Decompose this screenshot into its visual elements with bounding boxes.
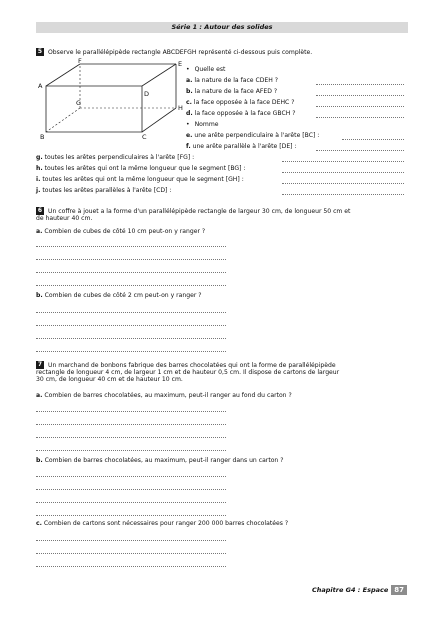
answer-line-f[interactable] xyxy=(316,150,404,151)
question-b: b. la nature de la face AFED ? xyxy=(186,88,278,95)
ex7-answer-line[interactable] xyxy=(36,411,226,412)
vertex-label-h: H xyxy=(178,104,183,112)
ex7-answer-line[interactable] xyxy=(36,489,226,490)
ex7-answer-line[interactable] xyxy=(36,502,226,503)
quelle-est-label: • Quelle est xyxy=(186,66,225,73)
page-number: 87 xyxy=(391,585,407,595)
exercise-number-badge: 5 xyxy=(37,48,43,55)
edge-de xyxy=(142,64,176,86)
exercise-number-badge: 7 xyxy=(37,361,43,368)
exercise-number-badge: 6 xyxy=(37,207,43,214)
ex6-question-b: b. Combien de cubes de côté 2 cm peut-on y ranger ? xyxy=(36,292,202,299)
ex7-question-c: c. Combien de cartons sont nécessaires pour ranger 200 000 barres chocolatées ? xyxy=(36,520,289,527)
exercise-6-intro: 6 Un coffre à jouet a la forme d'un parallélépipède rectangle de largeur 30 cm, de longueur 50 cm et de hauteur 40 cm. xyxy=(36,207,351,222)
question-g: g. toutes les arêtes perpendiculaires à l'arête [FG] : xyxy=(36,154,195,161)
ex6-answer-line[interactable] xyxy=(36,312,226,313)
exercise-5-intro xyxy=(36,48,312,56)
ex6-answer-line[interactable] xyxy=(36,285,226,286)
question-a: a. la nature de la face CDEH ? xyxy=(186,77,279,84)
ex7-answer-line[interactable] xyxy=(36,424,226,425)
answer-line-c[interactable] xyxy=(316,106,404,107)
hidden-edge-gb xyxy=(46,108,80,132)
ex6-answer-line[interactable] xyxy=(36,259,226,260)
ex6-answer-line[interactable] xyxy=(36,325,226,326)
ex7-answer-line[interactable] xyxy=(36,515,226,516)
front-face xyxy=(46,86,142,132)
edge-af xyxy=(46,64,80,86)
edge-ch xyxy=(142,108,176,132)
ex7-answer-line[interactable] xyxy=(36,553,226,554)
question-h: h. toutes les arêtes qui ont la même longueur que le segment [BG] : xyxy=(36,165,246,172)
ex7-question-b: b. Combien de barres chocolatées, au maximum, peut-il ranger dans un carton ? xyxy=(36,457,284,464)
ex7-answer-line[interactable] xyxy=(36,450,226,451)
question-e: e. une arête perpendiculaire à l'arête [BC] : xyxy=(186,132,320,139)
nomme-label: • Nomme xyxy=(186,121,219,128)
vertex-label-a: A xyxy=(38,82,43,90)
vertex-label-c: C xyxy=(142,133,147,140)
ex6-answer-line[interactable] xyxy=(36,351,226,352)
ex7-answer-line[interactable] xyxy=(36,540,226,541)
question-j: j. toutes les arêtes parallèles à l'arête [CD] : xyxy=(36,187,172,194)
ex6-answer-line[interactable] xyxy=(36,272,226,273)
exercise-5-instruction: Observe le parallélépipède rectangle ABCDEFGH représenté ci-dessous puis complète. xyxy=(48,49,313,56)
series-title: Série 1 : Autour des solides xyxy=(36,22,408,33)
answer-line-h[interactable] xyxy=(282,172,404,173)
answer-line-j[interactable] xyxy=(282,194,404,195)
answer-line-e[interactable] xyxy=(342,139,404,140)
vertex-label-f: F xyxy=(78,58,82,65)
vertex-label-g: G xyxy=(76,99,82,107)
question-f: f. une arête parallèle à l'arête [DE] : xyxy=(186,143,297,150)
ex6-question-a: a. Combien de cubes de côté 10 cm peut-on y ranger ? xyxy=(36,228,206,235)
answer-line-b[interactable] xyxy=(316,95,404,96)
answer-line-d[interactable] xyxy=(316,117,404,118)
ex7-question-a: a. Combien de barres chocolatées, au maximum, peut-il ranger au fond du carton ? xyxy=(36,392,292,399)
page-footer xyxy=(312,585,407,595)
answer-line-i[interactable] xyxy=(282,183,404,184)
exercise-7-intro: 7 Un marchand de bonbons fabrique des barres chocolatées qui ont la forme de parallélépipède rectangle de longueur 4 cm, de largeur 1 cm et de hauteur 0,5 cm. Il dispose de cartons de largeur 30 cm, de longueur 40 cm et de hauteur 10 cm. xyxy=(36,361,340,383)
ex6-answer-line[interactable] xyxy=(36,246,226,247)
question-i: i. toutes les arêtes qui ont la même longueur que le segment [GH] : xyxy=(36,176,244,183)
ex7-answer-line[interactable] xyxy=(36,437,226,438)
question-c: c. la face opposée à la face DEHC ? xyxy=(186,99,295,106)
question-d: d. la face opposée à la face GBCH ? xyxy=(186,110,296,117)
answer-line-a[interactable] xyxy=(316,84,404,85)
vertex-label-b: B xyxy=(40,133,45,140)
chapter-title: Chapitre G4 : Espace xyxy=(312,585,389,594)
vertex-label-d: D xyxy=(144,90,150,98)
ex7-answer-line[interactable] xyxy=(36,566,226,567)
cuboid-figure xyxy=(36,58,186,140)
ex7-answer-line[interactable] xyxy=(36,476,226,477)
vertex-label-e: E xyxy=(178,60,183,68)
ex6-answer-line[interactable] xyxy=(36,338,226,339)
answer-line-g[interactable] xyxy=(282,161,404,162)
